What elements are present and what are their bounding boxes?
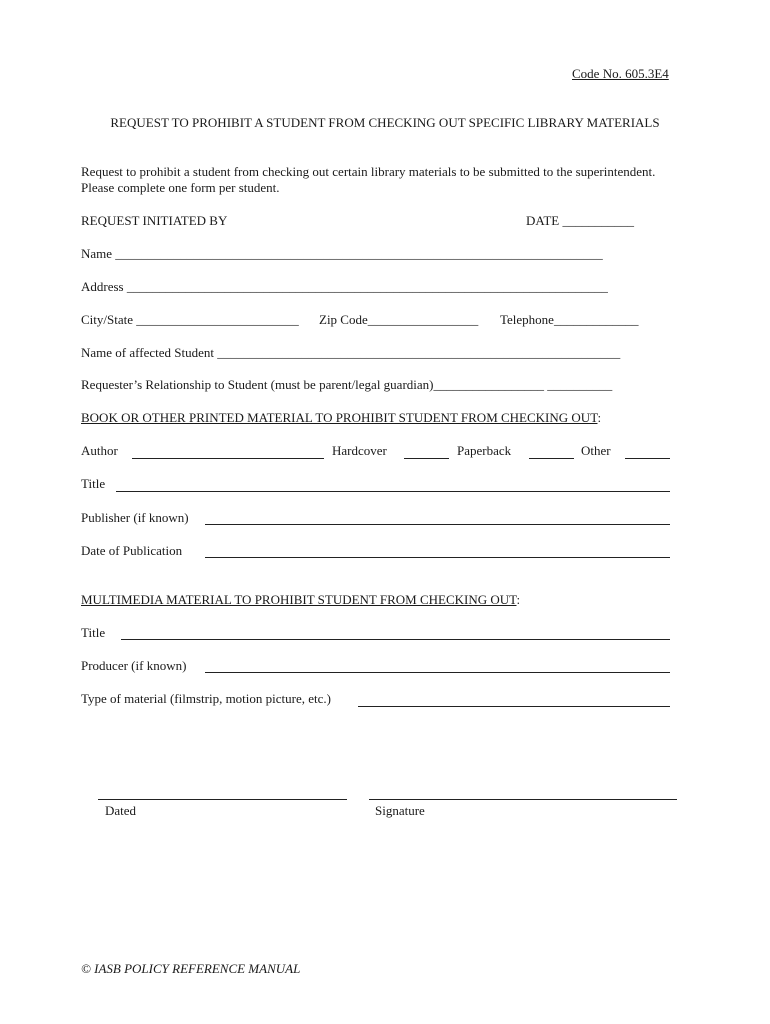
other-line[interactable] — [625, 458, 670, 459]
multimedia-title-line[interactable] — [121, 639, 670, 640]
book-title-label: Title — [81, 476, 106, 491]
form-title: REQUEST TO PROHIBIT A STUDENT FROM CHECKING OUT SPECIFIC LIBRARY MATERIALS — [110, 115, 660, 130]
material-type-line[interactable] — [358, 706, 670, 707]
book-section-heading-colon: : — [597, 410, 602, 425]
date-field[interactable]: DATE ___________ — [526, 213, 634, 228]
publication-date-label: Date of Publication — [81, 543, 183, 558]
producer-line[interactable] — [205, 672, 670, 673]
telephone-field[interactable]: Telephone_____________ — [500, 312, 639, 327]
name-field[interactable]: Name ___________________________________________________________________________ — [81, 246, 603, 261]
signature-line[interactable] — [369, 799, 677, 800]
book-title-line[interactable] — [116, 491, 670, 492]
book-section-heading-text: BOOK OR OTHER PRINTED MATERIAL TO PROHIBIT STUDENT FROM CHECKING OUT — [81, 410, 598, 425]
zip-code-field[interactable]: Zip Code_________________ — [319, 312, 479, 327]
other-label: Other — [581, 443, 611, 458]
author-label: Author — [81, 443, 118, 458]
publication-date-line[interactable] — [205, 557, 670, 558]
city-state-field[interactable]: City/State _________________________ — [81, 312, 299, 327]
affected-student-field[interactable]: Name of affected Student ______________________________________________________________ — [81, 345, 621, 360]
paperback-label: Paperback — [457, 443, 512, 458]
request-initiated-by-label: REQUEST INITIATED BY — [81, 213, 228, 228]
producer-label: Producer (if known) — [81, 658, 187, 673]
author-line[interactable] — [132, 458, 324, 459]
intro-text: Request to prohibit a student from checking out certain library materials to be submitted to the superintendent. Please complete one form per student. — [81, 164, 656, 195]
publisher-line[interactable] — [205, 524, 670, 525]
multimedia-section-heading — [81, 592, 520, 608]
relationship-field[interactable]: Requester’s Relationship to Student (must be parent/legal guardian)_________________ __________ — [81, 377, 613, 392]
multimedia-section-heading-colon: : — [516, 592, 521, 607]
publisher-label: Publisher (if known) — [81, 510, 189, 525]
multimedia-section-heading-text: MULTIMEDIA MATERIAL TO PROHIBIT STUDENT FROM CHECKING OUT — [81, 592, 517, 607]
multimedia-title-label: Title — [81, 625, 106, 640]
address-field[interactable]: Address __________________________________________________________________________ — [81, 279, 608, 294]
dated-line[interactable] — [98, 799, 347, 800]
paperback-line[interactable] — [529, 458, 574, 459]
footer-copyright: © IASB POLICY REFERENCE MANUAL — [81, 961, 301, 976]
hardcover-label: Hardcover — [332, 443, 387, 458]
hardcover-line[interactable] — [404, 458, 449, 459]
code-number: Code No. 605.3E4 — [572, 66, 669, 81]
material-type-label: Type of material (filmstrip, motion picture, etc.) — [81, 691, 331, 706]
signature-label: Signature — [375, 803, 425, 818]
dated-label: Dated — [105, 803, 137, 818]
book-section-heading — [81, 410, 601, 426]
